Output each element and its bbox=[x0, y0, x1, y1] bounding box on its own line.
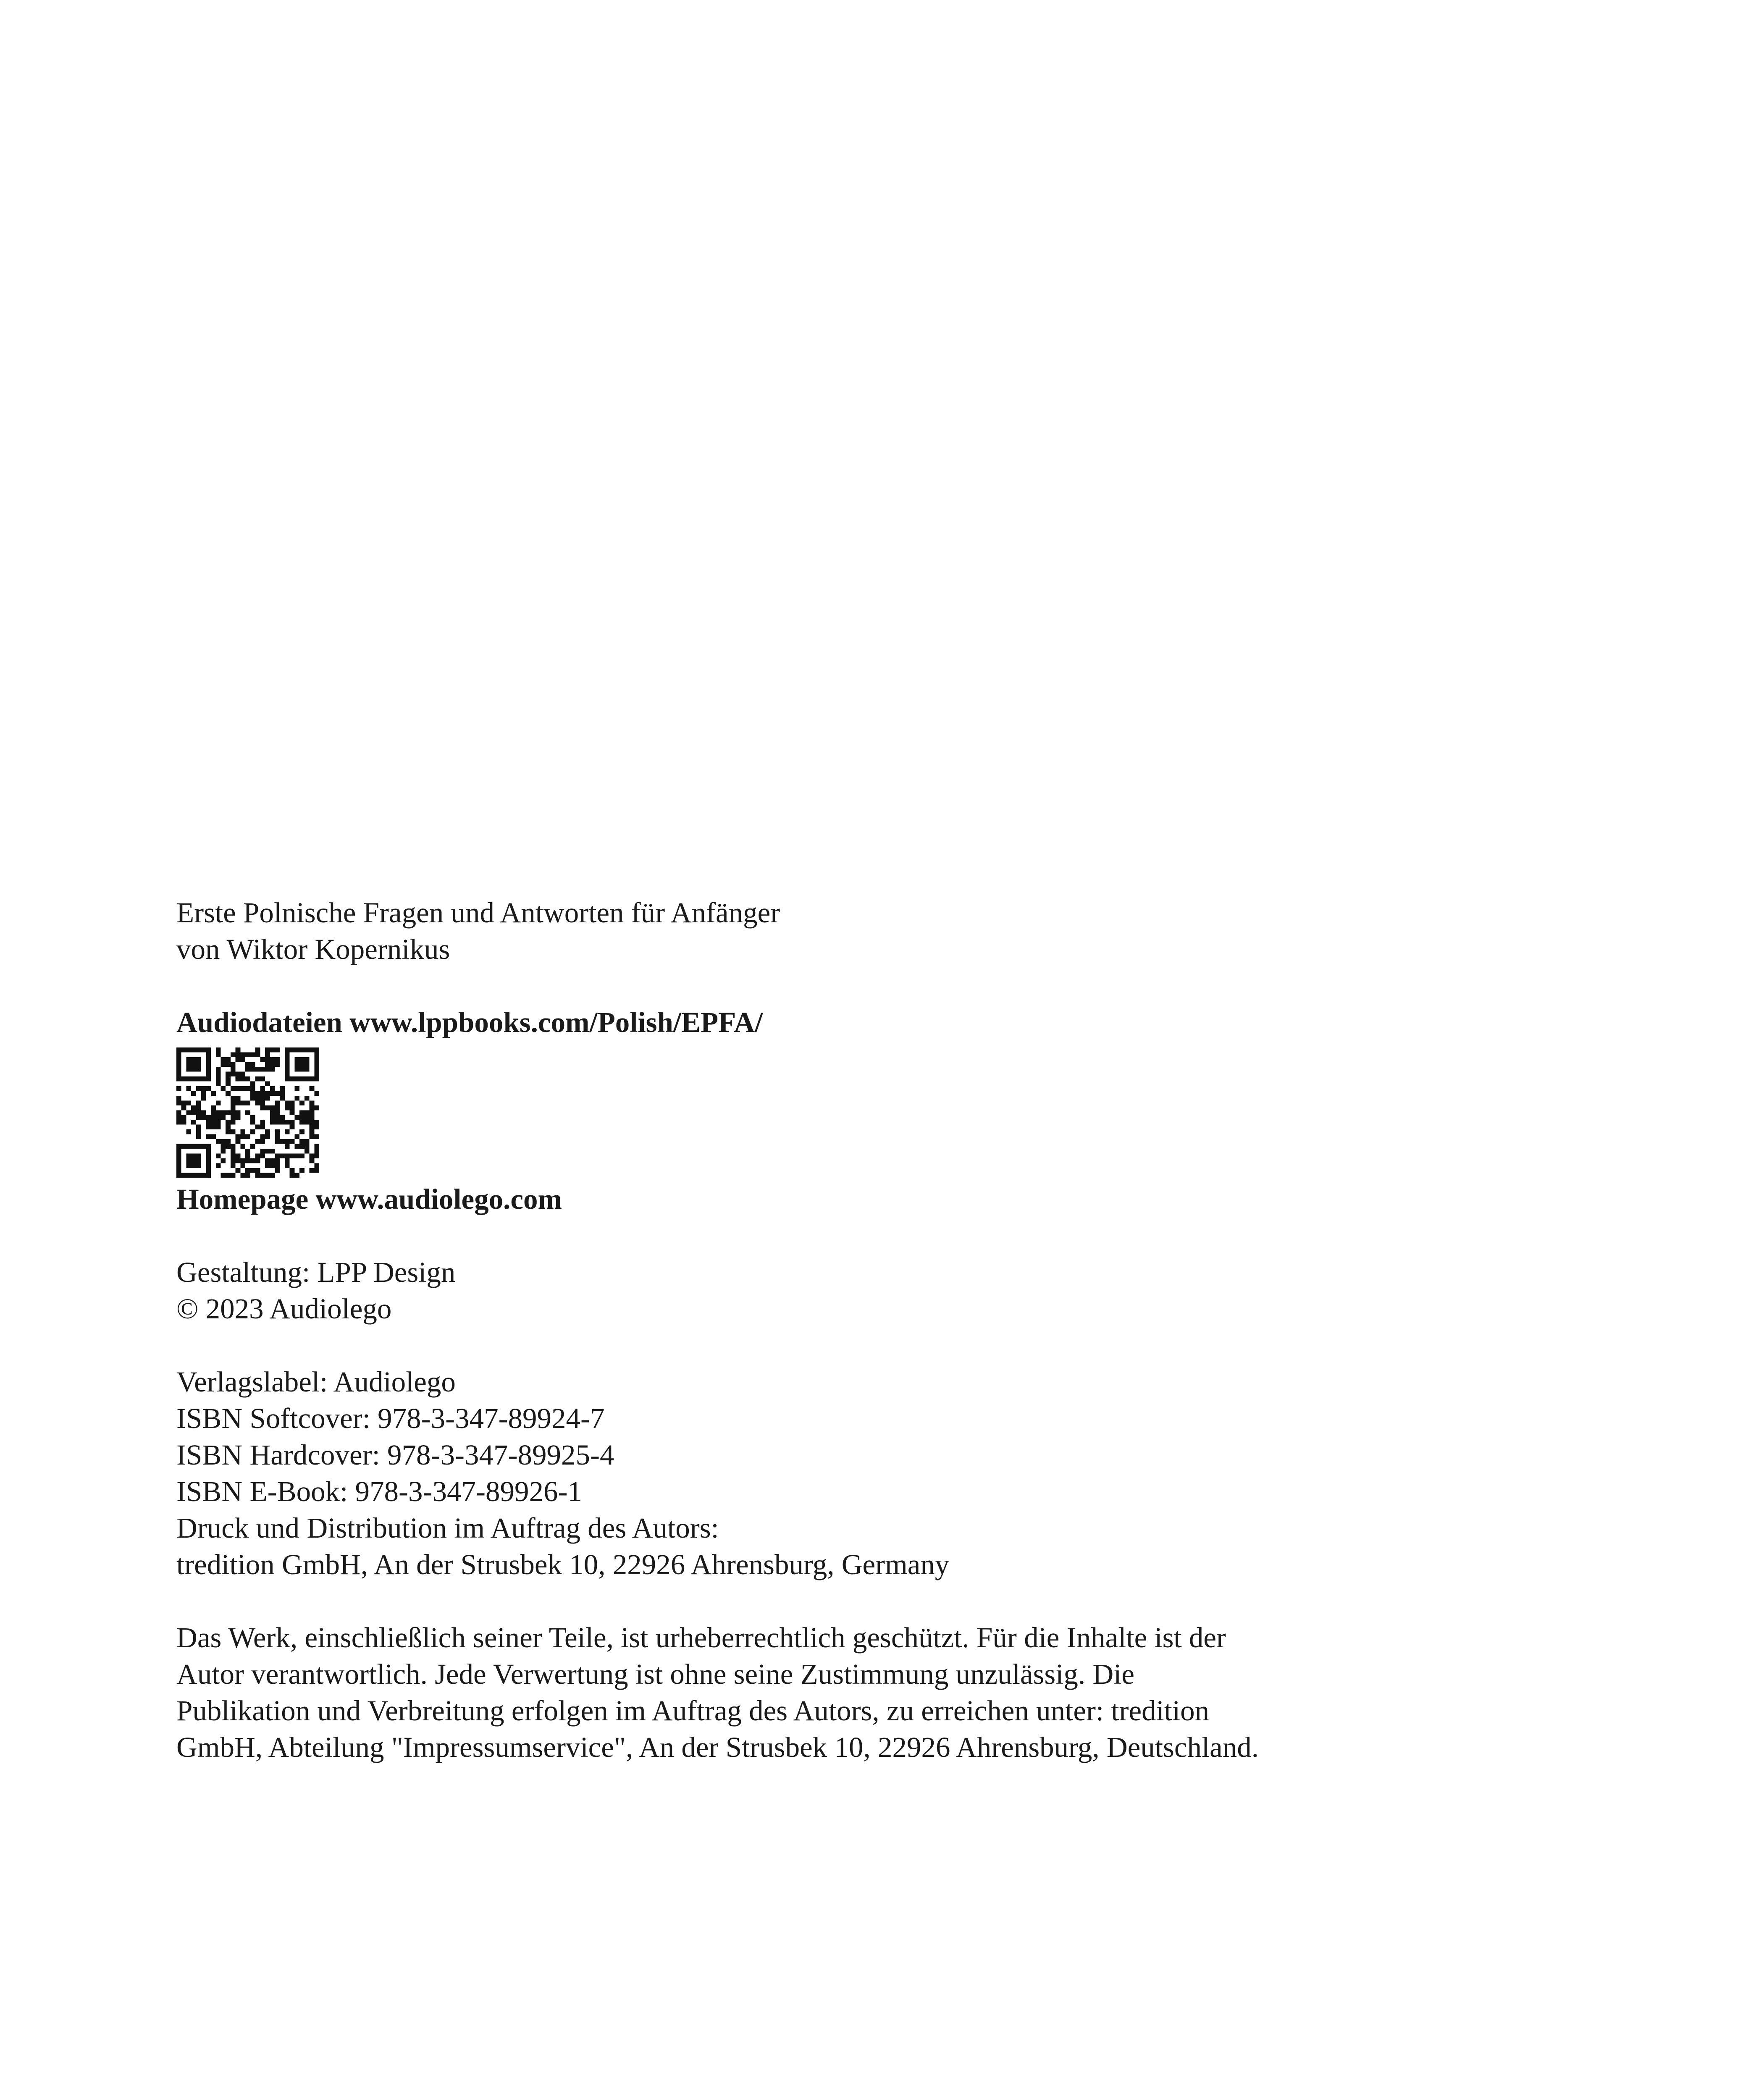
author-line: von Wiktor Kopernikus bbox=[176, 933, 450, 965]
audio-files-label: Audiodateien www.lppbooks.com/Polish/EPFA/ bbox=[176, 1006, 763, 1038]
legal-line: GmbH, Abteilung "Impressumservice", An der Strusbek 10, 22926 Ahrensburg, Deutschland. bbox=[176, 1731, 1259, 1763]
legal-line: Das Werk, einschließlich seiner Teile, ist urheberrechtlich geschützt. Für die Inhalte ist der bbox=[176, 1622, 1226, 1654]
isbn-softcover: ISBN Softcover: 978-3-347-89924-7 bbox=[176, 1402, 605, 1434]
isbn-hardcover: ISBN Hardcover: 978-3-347-89925-4 bbox=[176, 1439, 614, 1471]
spacer bbox=[176, 1583, 1604, 1620]
spacer bbox=[176, 968, 1604, 1004]
homepage-label: Homepage www.audiolego.com bbox=[176, 1183, 562, 1215]
legal-line: Autor verantwortlich. Jede Verwertung ist ohne seine Zustimmung unzulässig. Die bbox=[176, 1658, 1135, 1690]
print-distribution-line: Druck und Distribution im Auftrag des Autors: bbox=[176, 1512, 719, 1544]
copyright-line: © 2023 Audiolego bbox=[176, 1293, 392, 1325]
publisher-label: Verlagslabel: Audiolego bbox=[176, 1366, 456, 1398]
publisher-address: tredition GmbH, An der Strusbek 10, 22926 Ahrensburg, Germany bbox=[176, 1549, 950, 1580]
spacer bbox=[176, 1218, 1604, 1254]
book-title: Erste Polnische Fragen und Antworten für Anfänger bbox=[176, 897, 780, 929]
qr-code-icon bbox=[176, 1047, 319, 1178]
design-credit: Gestaltung: LPP Design bbox=[176, 1256, 456, 1288]
isbn-ebook: ISBN E-Book: 978-3-347-89926-1 bbox=[176, 1475, 582, 1507]
spacer bbox=[176, 1327, 1604, 1364]
legal-line: Publikation und Verbreitung erfolgen im Auftrag des Autors, zu erreichen unter: tredition bbox=[176, 1695, 1210, 1727]
imprint-block bbox=[176, 895, 1604, 1766]
